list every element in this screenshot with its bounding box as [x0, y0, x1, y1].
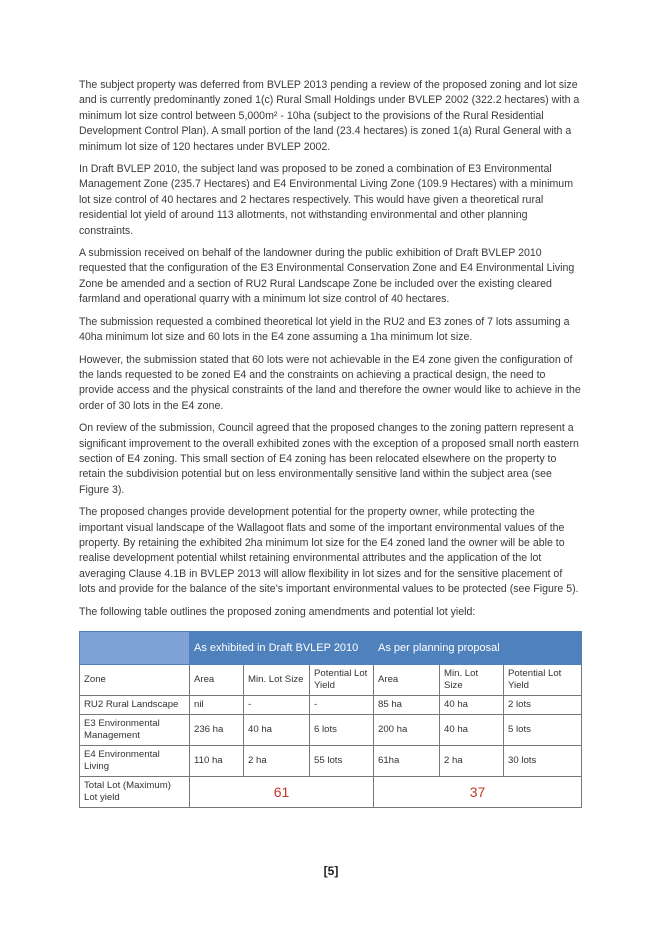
table-cell: 40 ha — [440, 715, 504, 746]
table-column-header-row — [80, 665, 582, 696]
table-cell: E4 Environmental Living — [80, 746, 190, 777]
header-exhibited: As exhibited in Draft BVLEP 2010 — [190, 632, 374, 665]
table-total-row — [80, 777, 582, 808]
column-header: Potential Lot Yield — [310, 665, 374, 696]
table-cell: 2 lots — [504, 696, 582, 715]
zoning-yield-table — [79, 631, 582, 808]
column-header: Min. Lot Size — [440, 665, 504, 696]
body-text — [79, 78, 581, 627]
table-cell: 236 ha — [190, 715, 244, 746]
table-cell: 40 ha — [244, 715, 310, 746]
table-cell: E3 Environmental Management — [80, 715, 190, 746]
table-cell: 5 lots — [504, 715, 582, 746]
table-cell: 110 ha — [190, 746, 244, 777]
paragraph-2: In Draft BVLEP 2010, the subject land was proposed to be zoned a combination of E3 Environmental Management Zone (235.7 Hectares) and E4 Environmental Living Zone (109.9 Hectares) with a minimum lot size control of 40 hectares and 2 hectares respectively. This would have given a theoretical rural residential lot yield of around 113 allotments, not withstanding environmental and other planning constraints. — [79, 163, 574, 237]
total-label: Total Lot (Maximum) Lot yield — [80, 777, 190, 808]
table-header-blank — [80, 632, 190, 665]
column-header: Potential Lot Yield — [504, 665, 582, 696]
table-cell: nil — [190, 696, 244, 715]
table-row — [80, 715, 582, 746]
table-cell: - — [244, 696, 310, 715]
table-cell: 2 ha — [244, 746, 310, 777]
table-row — [80, 696, 582, 715]
column-header: Area — [190, 665, 244, 696]
table-group-header-row — [80, 632, 582, 665]
table-cell: 2 ha — [440, 746, 504, 777]
table-cell: 85 ha — [374, 696, 440, 715]
table-cell: 40 ha — [440, 696, 504, 715]
total-proposed: 37 — [374, 777, 582, 808]
paragraph-7: The proposed changes provide development potential for the property owner, while protecting the important visual landscape of the Wallagoot flats and some of the important environmental values of the property. By retaining the exhibited 2ha minimum lot size for the E4 zoned land the owner will be able to realise development potential whilst retaining environmental attributes and the application of the lot averaging Clause 4.1B in BVLEP 2013 will allow flexibility in lot sizes and for the sensitive placement of lots and provide for the balance of the site's important environmental values to be protected (see Figure 5). — [79, 506, 579, 596]
paragraph-5: However, the submission stated that 60 lots were not achievable in the E4 zone given the configuration of the lands requested to be zoned E4 and the constraints on achieving a practical design, the need to provide access and the physical constraints of the land and therefore the owner would like to achieve in the order of 30 lots in the E4 zone. — [79, 353, 581, 412]
paragraph-1: The subject property was deferred from BVLEP 2013 pending a review of the proposed zoning and lot size and is currently predominantly zoned 1(c) Rural Small Holdings under BVLEP 2002 (322.2 hectares) with a minimum lot size control between 5,000m² - 10ha (subject to the provisions of the Rural Residential Development Control Plan). A small portion of the land (23.4 hectares) is zoned 1(a) Rural General with a minimum lot size of 120 hectares under BVLEP 2002. — [79, 79, 580, 153]
total-exhibited: 61 — [190, 777, 374, 808]
paragraph-4: The submission requested a combined theoretical lot yield in the RU2 and E3 zones of 7 lots assuming a 40ha minimum lot size and 60 lots in the E4 zone assuming a 1ha minimum lot size. — [79, 315, 570, 344]
table-cell: 200 ha — [374, 715, 440, 746]
paragraph-6: On review of the submission, Council agreed that the proposed changes to the zoning pattern represent a significant improvement to the overall exhibited zones with the exception of a proposed small north eastern section of E4 zoning. This small section of E4 zoning has been relocated elsewhere on the property to retain the subdivision potential but on less environmentally sensitive land within the subject area (see Figure 3). — [79, 422, 579, 496]
table-cell: 30 lots — [504, 746, 582, 777]
table-cell: 55 lots — [310, 746, 374, 777]
table-cell: 61ha — [374, 746, 440, 777]
table-row — [80, 746, 582, 777]
column-header: Min. Lot Size — [244, 665, 310, 696]
table-cell: RU2 Rural Landscape — [80, 696, 190, 715]
column-header: Zone — [80, 665, 190, 696]
header-proposal: As per planning proposal — [374, 632, 582, 665]
table-cell: - — [310, 696, 374, 715]
page-number: [5] — [323, 864, 339, 878]
column-header: Area — [374, 665, 440, 696]
paragraph-3: A submission received on behalf of the landowner during the public exhibition of Draft BVLEP 2010 requested that the configuration of the E3 Environmental Conservation Zone and E4 Environmental Living Zone be amended and a section of RU2 Rural Landscape Zone be included over the existing cleared farmland and operational quarry with a minimum lot size control of 40 hectares. — [79, 247, 575, 306]
table-cell: 6 lots — [310, 715, 374, 746]
paragraph-8: The following table outlines the proposed zoning amendments and potential lot yield: — [79, 605, 476, 618]
